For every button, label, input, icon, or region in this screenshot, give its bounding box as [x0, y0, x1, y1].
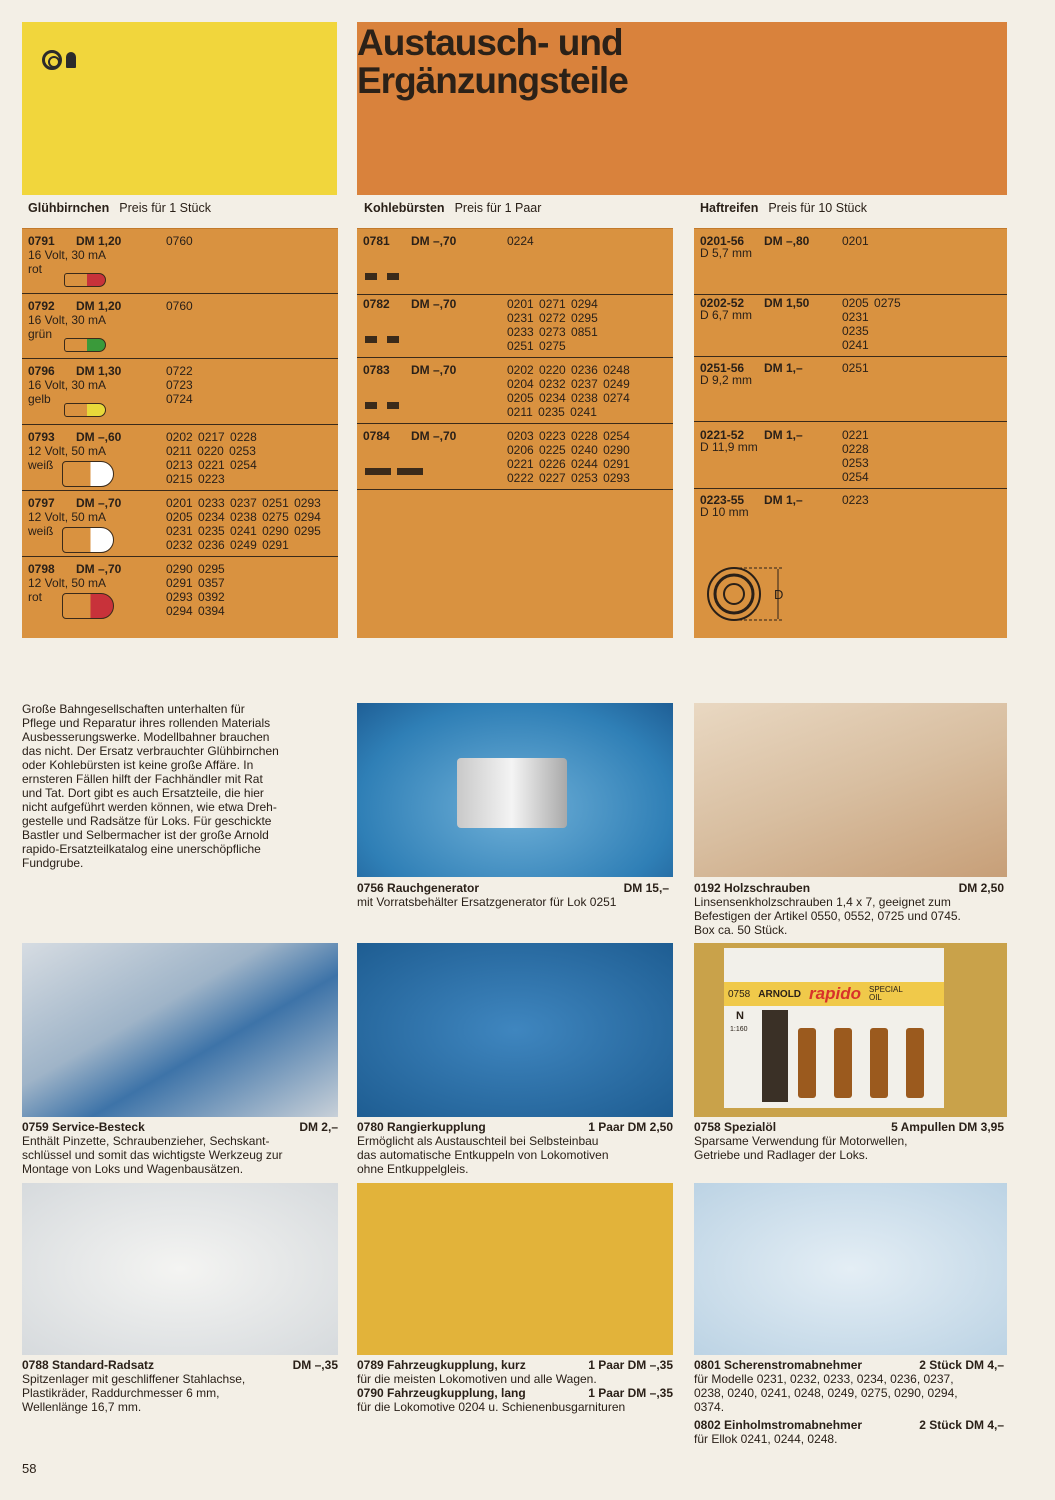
product-description: für Ellok 0241, 0244, 0248.: [694, 1432, 838, 1446]
table-row: [22, 557, 338, 639]
carbon-brush-icon: [365, 402, 377, 409]
bulb-icon: [64, 273, 106, 287]
product-price: 1 Paar DM –,35: [588, 1386, 673, 1400]
carbon-brush-icon: [365, 468, 391, 475]
item-price: DM –,70: [76, 562, 122, 576]
product-title: 0802 Einholmstromabnehmer: [694, 1418, 863, 1432]
section-note: Preis für 1 Stück: [119, 201, 211, 215]
item-price: DM –,80: [764, 234, 810, 248]
compatible-models: 0223: [842, 493, 869, 507]
section-heading-brushes: [364, 201, 541, 215]
page-title: Austausch- und Ergänzungsteile: [357, 22, 628, 101]
item-price: DM 1,20: [76, 299, 122, 313]
item-code: 0798: [28, 562, 55, 576]
caption-heading: [694, 881, 1004, 895]
item-price: DM 1,20: [76, 234, 122, 248]
compatible-models: 0201 0233 0237 0251 0293 0205 0234 0238 0275 0294 0231 0235 0241 0290 0295 0232 0236 0249 0291: [166, 496, 321, 552]
item-code: 0796: [28, 364, 55, 378]
page-number: 58: [22, 1461, 37, 1476]
table-row: [357, 358, 673, 424]
scale-label: N: [736, 1010, 744, 1022]
oil-code: 0758: [728, 988, 751, 1000]
product-title: 0759 Service-Besteck: [22, 1120, 145, 1134]
item-spec: D 5,7 mm: [700, 246, 753, 260]
product-caption: [22, 1120, 338, 1176]
caption-heading: [357, 1120, 673, 1134]
product-price: 2 Stück DM 4,–: [919, 1358, 1004, 1372]
carbon-brush-icon: [387, 273, 399, 280]
compatible-models: 0203 0223 0228 0254 0206 0225 0240 0290 0221 0226 0244 0291 0222 0227 0253 0293: [507, 429, 630, 485]
compatible-models: 0221 0228 0253 0254: [842, 428, 869, 484]
caption-heading: [694, 1418, 1004, 1432]
empty-table-row: [357, 490, 673, 639]
product-price: 5 Ampullen DM 3,95: [891, 1120, 1004, 1134]
compatible-models: 0722 0723 0724: [166, 364, 193, 406]
item-code: 0784: [363, 429, 390, 443]
product-description: Ermöglicht als Austauschteil bei Selbsteinbau das automatische Entkuppeln von Lokomotiven ohne Entkuppelgleis.: [357, 1134, 609, 1176]
section-name: Kohlebürsten: [364, 201, 445, 215]
section-heading-bulbs: [28, 201, 211, 215]
compatible-models: 0202 0217 0228 0211 0220 0253 0213 0221 0254 0215 0223: [166, 430, 257, 486]
product-price: DM 15,–: [623, 881, 669, 895]
product-description: für die meisten Lokomotiven und alle Wagen.: [357, 1372, 597, 1386]
table-row: [22, 294, 338, 359]
section-note: Preis für 1 Paar: [454, 201, 542, 215]
bulb-icon: [64, 338, 106, 352]
caption-heading: [22, 1358, 338, 1372]
product-price: DM –,35: [292, 1358, 338, 1372]
compatible-models: 0760: [166, 234, 193, 248]
item-code: 0223-55: [700, 493, 745, 507]
caption-heading: [357, 1358, 673, 1372]
title-block: [357, 22, 1007, 195]
rapido-logo: rapido: [809, 984, 861, 1003]
table-row: [22, 425, 338, 491]
brushes-table: [357, 228, 673, 638]
photo-wood-screws: [694, 703, 1007, 877]
oil-ampoule: [870, 1028, 888, 1098]
product-title: 0756 Rauchgenerator: [357, 881, 480, 895]
section-name: Haftreifen: [700, 201, 759, 215]
carbon-brush-icon: [387, 336, 399, 343]
bulb-icon: [62, 527, 114, 553]
product-title: 0790 Fahrzeugkupplung, lang: [357, 1386, 526, 1400]
compatible-models: 0251: [842, 361, 869, 375]
bulb-icon: [64, 403, 106, 417]
ratio-label: 1:160: [730, 1026, 748, 1033]
item-code: 0221-52: [700, 428, 745, 442]
oil-ampoule: [834, 1028, 852, 1098]
product-price: DM 2,–: [299, 1120, 338, 1134]
item-code: 0782: [363, 297, 390, 311]
item-price: DM 1,–: [764, 493, 803, 507]
oil-package-band: [724, 982, 944, 1006]
table-row: [694, 356, 1007, 422]
table-row: [694, 423, 1007, 489]
oil-bottle: [762, 1010, 788, 1102]
carbon-brush-icon: [387, 402, 399, 409]
item-spec: D 9,2 mm: [700, 373, 753, 387]
caption-heading: [694, 1120, 1004, 1134]
photo-service-tools: [22, 943, 338, 1117]
item-price: DM 1,–: [764, 361, 803, 375]
bulb-icon: [62, 593, 114, 619]
product-description: für die Lokomotive 0204 u. Schienenbusgarnituren: [357, 1400, 626, 1414]
smoke-generator-image: [457, 758, 567, 828]
product-caption: [22, 1358, 338, 1414]
product-price: 2 Stück DM 4,–: [919, 1418, 1004, 1432]
item-spec: 12 Volt, 50 mA rot: [28, 576, 107, 604]
compatible-models: 0201: [842, 234, 869, 248]
product-title: 0789 Fahrzeugkupplung, kurz: [357, 1358, 526, 1372]
section-heading-tyres: [700, 201, 867, 215]
caption-heading: [22, 1120, 338, 1134]
carbon-brush-icon: [397, 468, 423, 475]
item-spec: 16 Volt, 30 mA grün: [28, 313, 107, 341]
item-price: DM –,70: [411, 234, 457, 248]
photo-smoke-generator: [357, 703, 673, 877]
caption-heading: [357, 881, 669, 895]
product-caption: [357, 1358, 673, 1414]
diameter-label: D: [774, 587, 784, 602]
table-row: [22, 229, 338, 294]
photo-vehicle-couplings: [357, 1183, 673, 1355]
product-caption: [694, 1358, 1004, 1446]
item-code: 0202-52: [700, 296, 745, 310]
photo-pantographs: [694, 1183, 1007, 1355]
product-price: 1 Paar DM 2,50: [588, 1120, 673, 1134]
item-code: 0792: [28, 299, 55, 313]
item-price: DM –,70: [411, 363, 457, 377]
item-spec: 16 Volt, 30 mA rot: [28, 248, 107, 276]
product-description: Sparsame Verwendung für Motorwellen, Getriebe und Radlager der Loks.: [694, 1134, 908, 1162]
photo-wheelsets: [22, 1183, 338, 1355]
section-note: Preis für 10 Stück: [768, 201, 867, 215]
table-row: [694, 488, 1007, 638]
compatible-models: 0205 0275 0231 0235 0241: [842, 296, 901, 352]
product-description: Enthält Pinzette, Schraubenzieher, Sechskant- schlüssel und somit das wichtigste Werkzeug zur Montage von Loks und Wagenbausätzen.: [22, 1134, 283, 1176]
compatible-models: 0760: [166, 299, 193, 313]
tyres-table: [694, 228, 1007, 638]
item-code: 0797: [28, 496, 55, 510]
table-row: [357, 292, 673, 358]
section-logo: [42, 50, 76, 70]
table-row: [22, 491, 338, 557]
product-title: 0780 Rangierkupplung: [357, 1120, 486, 1134]
product-caption: [694, 881, 1004, 937]
photo-special-oil: [694, 943, 1007, 1117]
bulbs-table: [22, 228, 338, 638]
product-description: mit Vorratsbehälter Ersatzgenerator für Lok 0251: [357, 895, 617, 909]
product-caption: [694, 1120, 1004, 1162]
item-price: DM 1,50: [764, 296, 810, 310]
product-description: Spitzenlager mit geschliffener Stahlachse, Plastikräder, Raddurchmesser 6 mm, Wellenlänge 16,7 mm.: [22, 1372, 246, 1414]
item-spec: D 11,9 mm: [700, 440, 758, 454]
item-code: 0783: [363, 363, 390, 377]
oil-label: SPECIAL OIL: [868, 985, 903, 1002]
caption-heading: [694, 1358, 1004, 1372]
item-price: DM –,70: [76, 496, 122, 510]
item-price: DM 1,–: [764, 428, 803, 442]
yellow-header-block: [22, 22, 337, 195]
product-title: 0801 Scherenstromabnehmer: [694, 1358, 863, 1372]
item-spec: 12 Volt, 50 mA weiß: [28, 510, 107, 538]
section-name: Glühbirnchen: [28, 201, 110, 215]
item-code: 0251-56: [700, 361, 745, 375]
oil-package: [724, 948, 944, 1108]
bulb-icon: [62, 461, 114, 487]
item-price: DM –,70: [411, 429, 457, 443]
product-price: 1 Paar DM –,35: [588, 1358, 673, 1372]
oil-ampoule: [906, 1028, 924, 1098]
table-row: [22, 359, 338, 425]
table-row: [694, 229, 1007, 295]
item-code: 0793: [28, 430, 55, 444]
product-title: 0192 Holzschrauben: [694, 881, 811, 895]
intro-text: Große Bahngesellschaften unterhalten für Pflege und Reparatur ihres rollenden Materials Ausbesserungswerke. Modellbahner brauchen das nicht. Der Ersatz verbrauchter Glühbirnchen oder Kohlebürsten ist keine große Affäre. In ernsteren Fällen hilft der Fachhändler mit Rat und Tat. Dort gibt es auch Ersatzteile, die hier nicht aufgeführt werden können, wie etwa Dreh- gestelle und Radsätze für Loks. Für geschickte Bastler und Selbermacher ist der große Arnold rapido-Ersatzteilkatalog eine unerschöpfliche Fundgrube.: [22, 702, 279, 870]
carbon-brush-icon: [365, 273, 377, 280]
item-spec: D 6,7 mm: [700, 308, 753, 322]
oil-ampoule: [798, 1028, 816, 1098]
item-spec: 12 Volt, 50 mA weiß: [28, 444, 107, 472]
item-code: 0781: [363, 234, 390, 248]
compatible-models: 0202 0220 0236 0248 0204 0232 0237 0249 0205 0234 0238 0274 0211 0235 0241: [507, 363, 630, 419]
product-caption: [357, 881, 669, 909]
product-price: DM 2,50: [958, 881, 1004, 895]
product-title: 0788 Standard-Radsatz: [22, 1358, 155, 1372]
compatible-models: 0201 0271 0294 0231 0272 0295 0233 0273 0851 0251 0275: [507, 297, 598, 353]
product-title: 0758 Spezialöl: [694, 1120, 777, 1134]
item-price: DM –,60: [76, 430, 122, 444]
table-row: [357, 424, 673, 490]
item-spec: D 10 mm: [700, 505, 749, 519]
product-description: für Modelle 0231, 0232, 0233, 0234, 0236, 0237, 0238, 0240, 0241, 0248, 0249, 0275, 0290, 0294, 0374.: [694, 1372, 958, 1414]
product-description: Linsensenkholzschrauben 1,4 x 7, geeignet zum Befestigen der Artikel 0550, 0552, 0725 und 0745. Box ca. 50 Stück.: [694, 895, 961, 937]
table-row: [694, 291, 1007, 357]
item-price: DM 1,30: [76, 364, 122, 378]
table-row: [357, 229, 673, 295]
compatible-models: 0290 0295 0291 0357 0293 0392 0294 0394: [166, 562, 225, 618]
item-price: DM –,70: [411, 297, 457, 311]
bulb-icon: [66, 52, 76, 68]
oil-brand: ARNOLD: [758, 988, 802, 1000]
item-code: 0201-56: [700, 234, 745, 248]
item-spec: 16 Volt, 30 mA gelb: [28, 378, 107, 406]
compatible-models: 0224: [507, 234, 534, 248]
caption-heading: [357, 1386, 673, 1400]
product-caption: [357, 1120, 673, 1176]
photo-shunting-coupling: [357, 943, 673, 1117]
tyre-icon: [42, 50, 62, 70]
item-code: 0791: [28, 234, 55, 248]
carbon-brush-icon: [365, 336, 377, 343]
